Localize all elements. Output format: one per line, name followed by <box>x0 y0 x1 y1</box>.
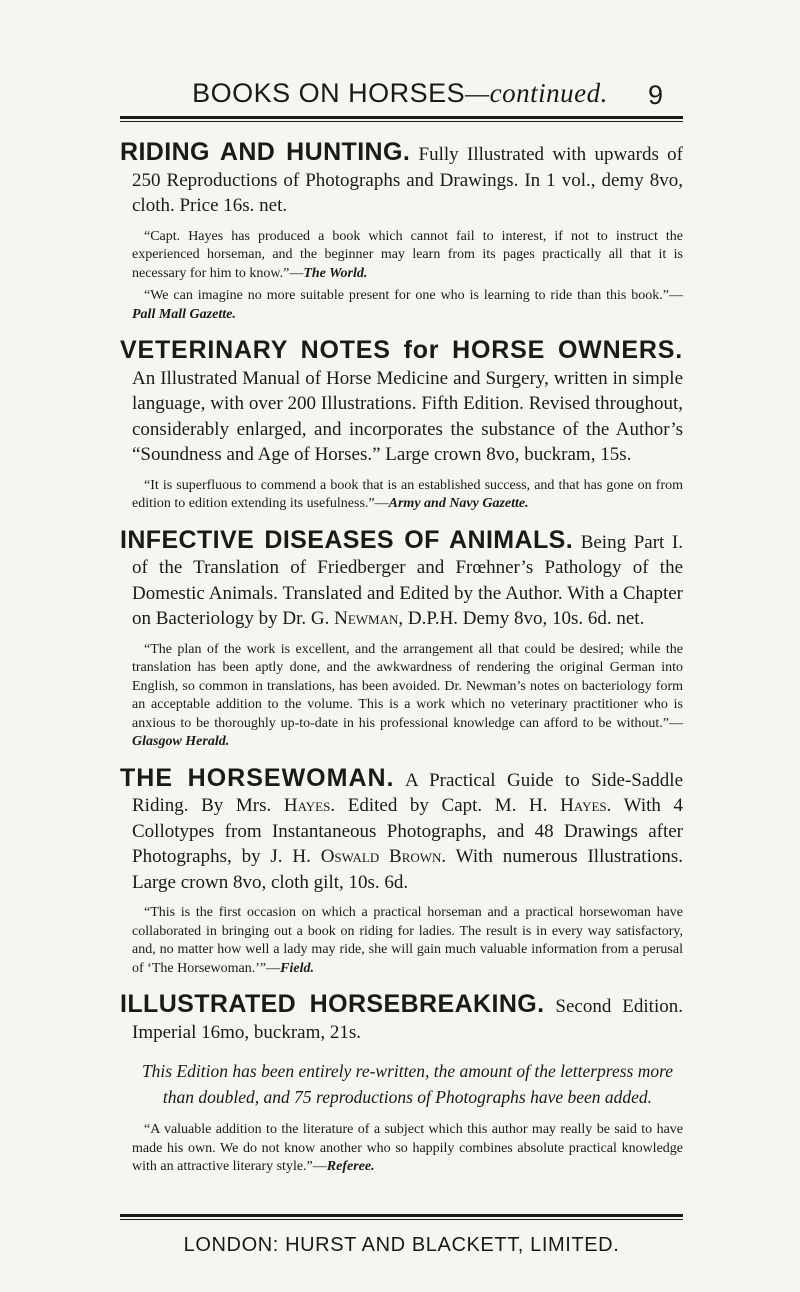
book-description: Being Part I. of the Translation of Friedberger and Frœhner’s Pathology of the Domestic Animals. Translated and Edited by the Author. With a Chapter on Bacteriology by Dr. G. Newman, D.P.H. Demy 8vo, 10s. 6d. net. <box>132 531 683 629</box>
review-source: Pall Mall Gazette. <box>132 306 236 322</box>
running-header <box>120 78 680 109</box>
edition-note: This Edition has been entirely re-written, the amount of the letterpress more than doubled, and 75 reproductions of Photographs have been added. <box>141 1061 674 1107</box>
book-entry-veterinary-notes <box>120 338 683 514</box>
header-title: BOOKS ON HORSES <box>192 78 466 108</box>
review-quote: “Capt. Hayes has produced a book which cannot fail to interest, if not to instruct the experienced horseman, and the beginner may learn from its pages practically all that it is necessary for him to know.”—The World. <box>132 228 683 281</box>
book-title: INFECTIVE DISEASES OF ANIMALS. <box>120 525 574 554</box>
review-source: Referee. <box>326 1159 375 1174</box>
header-rule-thin <box>120 121 683 122</box>
header-continued: —continued. <box>465 78 608 108</box>
book-entry-illustrated-horsebreaking <box>120 992 683 1177</box>
book-title: RIDING AND HUNTING. <box>120 138 411 166</box>
review-source: The World. <box>303 265 368 281</box>
book-description: A Practical Guide to Side-Saddle Riding. By Mrs. Hayes. Edited by Capt. M. H. Hayes. With 4 Collotypes from Instantaneous Photographs, and 48 Drawings after Photographs, by J. H. Oswald Brown. With numerous Illustrations. Large crown 8vo, cloth gilt, 10s. 6d. <box>132 769 684 893</box>
book-title: ILLUSTRATED HORSEBREAKING. <box>120 990 545 1018</box>
footer-rule-thin <box>120 1219 683 1220</box>
book-entry-the-horsewoman <box>120 763 684 979</box>
review-source: Army and Navy Gazette. <box>388 496 529 511</box>
review-quote: “It is superfluous to commend a book that is an established success, and that has gone on from edition to edition extending its usefulness.”—Army and Navy Gazette. <box>132 477 683 511</box>
review-source: Field. <box>280 960 314 976</box>
book-description: An Illustrated Manual of Horse Medicine and Surgery, written in simple language, with over 200 Illustrations. Fifth Edition. Revised throughout, considerably enlarged, and incorporates the substance of the Author’s “Soundness and Age of Horses.” Large crown 8vo, buckram, 15s. <box>132 367 683 465</box>
review-quote: “This is the first occasion on which a practical horseman and a practical horsewoman have collaborated in bringing out a book on riding for ladies. The result is in every way satisfactory, and, no matter how well a lady may ride, she will gain much valuable information from a perusal of ‘The Horsewoman.’”—Field. <box>132 905 683 976</box>
book-entry-infective-diseases <box>120 525 683 752</box>
publisher-imprint: LONDON: HURST AND BLACKETT, LIMITED. <box>183 1234 620 1256</box>
book-description: Fully Illustrated with upwards of 250 Reproductions of Photographs and Drawings. In 1 vol., demy 8vo, cloth. Price 16s. net. <box>132 144 683 216</box>
book-list <box>120 140 683 1177</box>
book-entry-riding-and-hunting <box>120 140 683 324</box>
review-quote: “The plan of the work is excellent, and the arrangement all that could be desired; while the translation has been aptly done, and the awkwardness of rendering the original German into English, so common in translations, has been avoided. Dr. Newman’s notes on bacteriology form an acceptable addition to the volume. This is a work which no veterinary practitioner who is anxious to be thoroughly up-to-date in his professional knowledge can afford to be without.”—Glasgow Herald. <box>132 641 683 749</box>
footer-rule-thick <box>120 1214 683 1217</box>
book-title: VETERINARY NOTES for HORSE OWNERS. <box>120 336 683 364</box>
book-description: Second Edition. Imperial 16mo, buckram, 21s. <box>132 996 683 1043</box>
book-title: THE HORSEWOMAN. <box>120 763 395 792</box>
page-number: 9 <box>648 80 664 110</box>
review-quote: “We can imagine no more suitable present for one who is learning to ride than this book.”—Pall Mall Gazette. <box>132 288 683 322</box>
header-rule-thick <box>120 116 683 119</box>
review-source: Glasgow Herald. <box>132 734 230 749</box>
review-quote: “A valuable addition to the literature of a subject which this author may really be said to have made his own. We do not know another who so happily combines absolute practical knowledge with an attractive literary style.”—Referee. <box>132 1122 683 1174</box>
